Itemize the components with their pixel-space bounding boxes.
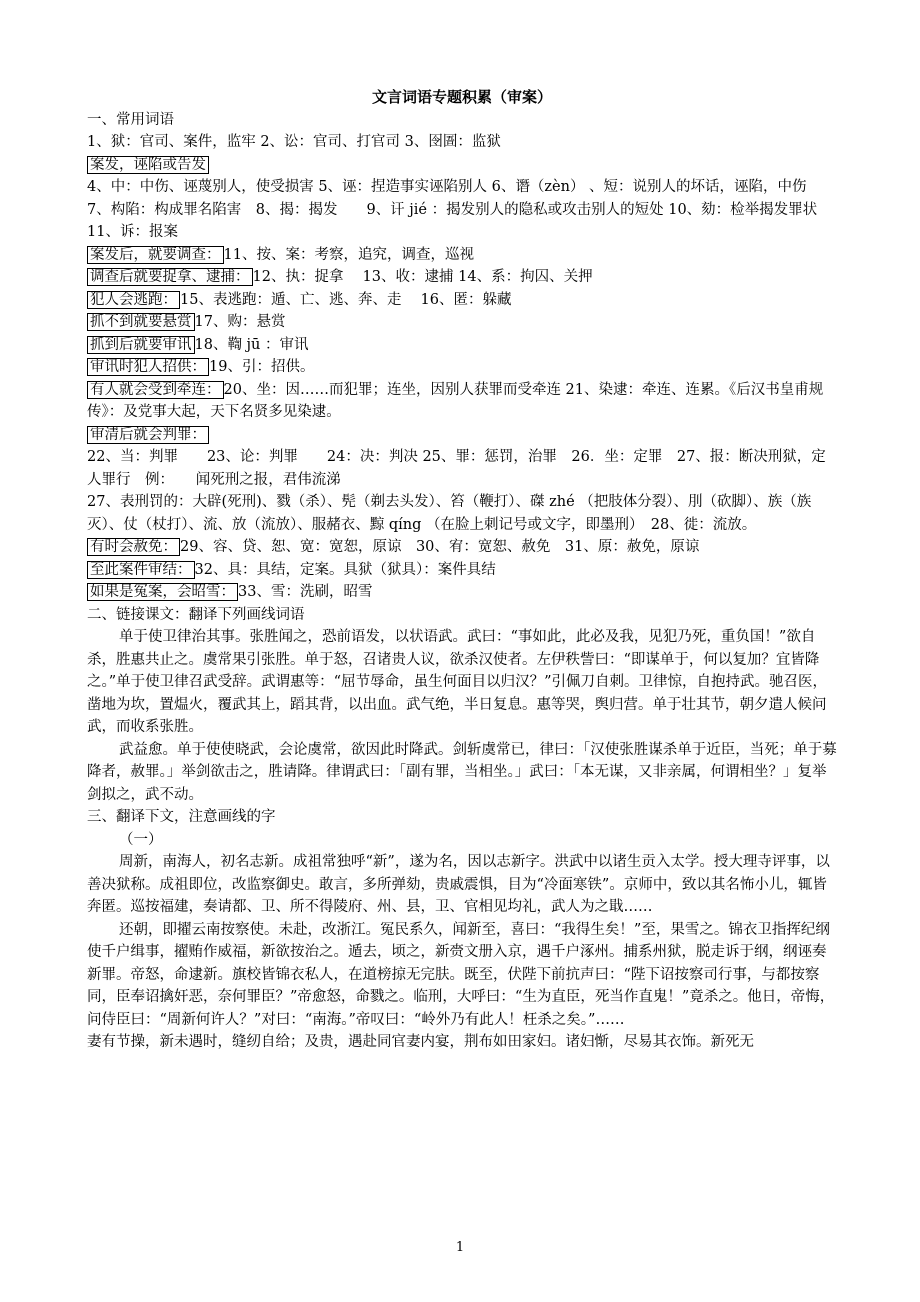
entry-20-21: 20、坐：因……而犯罪；连坐，因别人获罪而受牵连 21、染逮：牵连、连累。《后汉书皇甫规传》：及党事大起，天下名贤多见染逮。	[87, 381, 824, 420]
boxed-label-reward: 抓不到就要悬赏	[87, 313, 195, 331]
boxed-label-arrest: 调查后就要捉拿、逮捕：	[87, 268, 253, 286]
passage-4: 还朝，即擢云南按察使。未赴，改浙江。冤民系久，闻新至，喜曰：“我得生矣！”至，果雪之。锦衣卫指挥纪纲使千户缉事，擢贿作威福，新欲按治之。遁去，顷之，新赍文册入京，遇千户涿州。捕系州狱，脱走诉于纲，纲诬奏新罪。帝怒，命逮新。旗校皆锦衣私人，在道榜掠无完肤。既至，伏陛下前抗声曰：“陛下诏按察司行事，与都按察同，臣奉诏擒奸恶，奈何罪臣？”帝愈怒，命戮之。临刑，大呼曰：“生为直臣，死当作直鬼！”竟杀之。他日，帝悔，问侍臣曰：“周新何许人？”对曰：“南海。”帝叹曰：“岭外乃有此人！枉杀之矣。”……	[87, 921, 835, 1028]
page-title: 文言词语专题积累（审案）	[371, 88, 552, 106]
boxed-label-exonerate: 如果是冤案，会昭雪：	[87, 583, 238, 601]
entry-19: 19、引：招供。	[209, 359, 315, 375]
boxed-label-confess: 审讯时犯人招供：	[87, 358, 209, 376]
boxed-label-case-start: 案发，诬陷或告发	[87, 156, 209, 174]
boxed-label-interrogate: 抓到后就要审讯	[87, 336, 195, 354]
passage-5: 妻有节操，新未遇时，缝纫自给；及贵，遇赴同官妻内宴，荆布如田家妇。诸妇惭，尽易其衣饰。新死无	[87, 1034, 754, 1050]
boxed-label-close-case: 至此案件审结：	[87, 561, 195, 579]
entry-11: 11、按、案：考察，追究，调查，巡视	[223, 246, 474, 263]
entry-18: 18、鞫 jū ：审讯	[194, 336, 309, 353]
boxed-label-implicate: 有人就会受到牵连：	[87, 381, 224, 399]
boxed-label-investigate: 案发后，就要调查：	[87, 246, 224, 264]
passage-1: 单于使卫律治其事。张胜闻之，恐前语发，以状语武。武曰：“事如此，此必及我，见犯乃死，重负国！”欲自杀，胜惠共止之。虞常果引张胜。单于怒，召诸贵人议，欲杀汉使者。左伊秩訾曰：“即谋单于，何以复加？宜皆降之。”单于使卫律召武受辞。武谓惠等：“屈节辱命，虽生何面目以归汉？”引佩刀自刺。卫律惊，自抱持武。驰召医，凿地为坎，置煴火，覆武其上，蹈其背，以出血。武气绝，半日复息。惠等哭，舆归营。单于壮其节，朝夕遣人候问武，而收系张胜。	[87, 629, 827, 735]
section-2-heading: 二、链接课文：翻译下列画线词语	[87, 606, 305, 623]
entry-12-14: 12、执：捉拿 13、收：逮捕 14、系：拘囚、关押	[252, 269, 593, 285]
page-number: 1	[455, 1240, 465, 1255]
entry-29-31: 29、容、贷、恕、宽：宽恕，原谅 30、宥：宽恕、赦免 31、原：赦免，原谅	[180, 539, 700, 555]
section-3-heading: 三、翻译下文，注意画线的字	[87, 809, 276, 825]
passage-2: 武益愈。单于使使晓武，会论虞常，欲因此时降武。剑斩虞常已，律曰：「汉使张胜谋杀单于近臣，当死；单于募降者，赦罪。」举剑欲击之，胜请降。律谓武曰：「副有罪，当相坐。」武曰：「本无谋，又非亲属，何谓相坐？」复举剑拟之，武不动。	[87, 741, 837, 803]
boxed-label-sentence: 审清后就会判罪：	[87, 426, 209, 444]
entry-1-3: 1、狱：官司、案件，监牢 2、讼：官司、打官司 3、囹圄：监狱	[87, 134, 501, 150]
entry-4-11: 4、中：中伤、诬蔑别人，使受损害 5、诬：捏造事实诬陷别人 6、谮（zèn） 、短：说别人的坏话，诬陷，中伤 7、构陷：构成罪名陷害 8、揭：揭发 9、讦 jié ：揭发别人的隐私或攻击别人的短处 10、劾：检举揭发罪状 11、诉：报案	[87, 179, 847, 240]
entry-33: 33、雪：洗刷，昭雪	[238, 584, 373, 600]
entry-22-27: 22、当：判罪 23、论：判罪 24：决：判决 25、罪：惩罚，治罪 26．坐：定罪 27、报：断决刑狱，定人罪行 例： 闻死刑之报，君伟流涕	[87, 449, 826, 488]
section-1-heading: 一、常用词语	[87, 111, 174, 128]
entry-17: 17、购：悬赏	[194, 314, 286, 330]
boxed-label-pardon: 有时会赦免：	[87, 538, 180, 556]
entry-27-28: 27、表刑罚的：大辟(死刑)、戮（杀）、髡（剃去头发）、笞（鞭打）、磔 zhé （把肢体分裂）、刖（砍脚）、族（族灭）、仗（杖打）、流、放（流放）、服赭衣、黥 qíng （在脸上刺记号或文字，即墨刑） 28、徙：流放。	[87, 494, 812, 533]
document-page	[87, 86, 847, 1054]
section-3-subheading: （一）	[119, 831, 163, 848]
entry-32: 32、具：具结，定案。具狱（狱具）：案件具结	[194, 561, 496, 578]
passage-3: 周新，南海人，初名志新。成祖常独呼“新”，遂为名，因以志新字。洪武中以诸生贡入太学。授大理寺评事，以善决狱称。成祖即位，改监察御史。敢言，多所弹劾，贵戚震惧，目为“冷面寒铁”。京师中，致以其名怖小儿，辄皆奔匿。巡按福建，奏请都、卫、所不得陵府、州、县，卫、官相见均礼，武人为之戢……	[87, 854, 830, 915]
entry-15-16: 15、表逃跑：遁、亡、逃、奔、走 16、匿：躲藏	[180, 291, 512, 308]
boxed-label-escape: 犯人会逃跑：	[87, 291, 180, 309]
